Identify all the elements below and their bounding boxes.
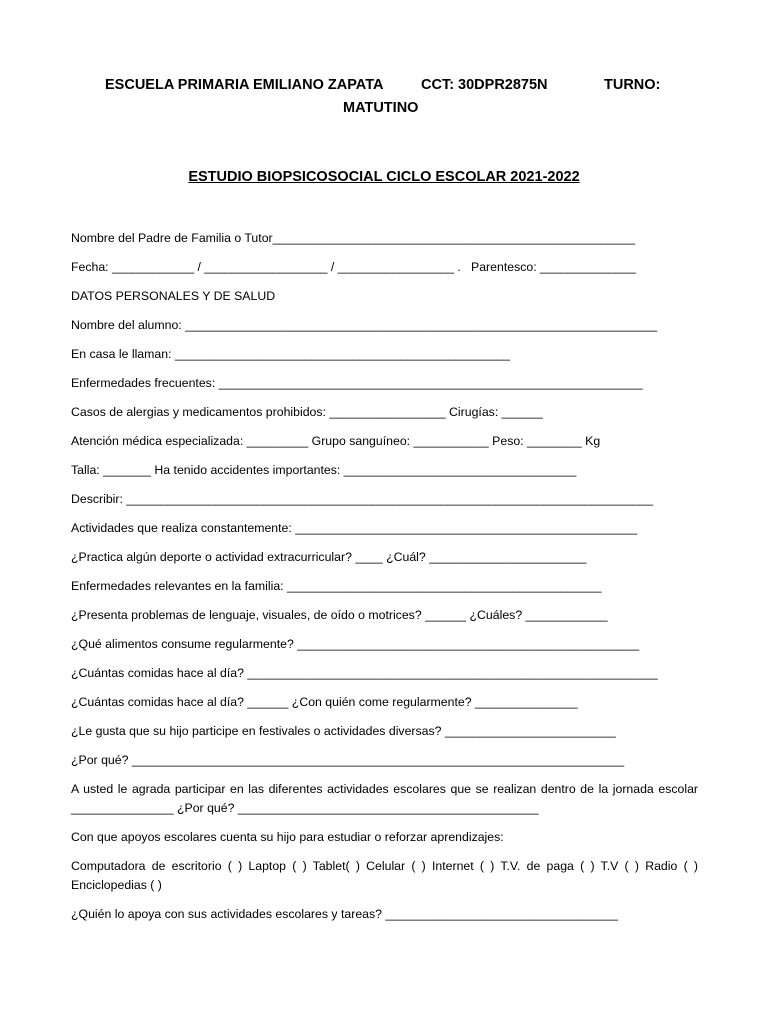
section-heading-personal-health: DATOS PERSONALES Y DE SALUD — [71, 289, 276, 303]
homework-helper-field[interactable]: ¿Quién lo apoya con sus actividades escolares y tareas? __________________________________ — [71, 907, 618, 921]
describe-field[interactable]: Describir: _____________________________________________________________________________ — [71, 492, 653, 506]
form-title: ESTUDIO BIOPSICOSOCIAL CICLO ESCOLAR 2021-2022 — [188, 169, 580, 185]
height-accidents-field[interactable]: Talla: _______ Ha tenido accidentes importantes: __________________________________ — [71, 463, 577, 477]
school-name: ESCUELA PRIMARIA EMILIANO ZAPATA — [105, 77, 384, 93]
turno-label: TURNO: — [604, 77, 661, 93]
school-cct: CCT: 30DPR2875N — [421, 77, 548, 93]
activities-field[interactable]: Actividades que realiza constantemente: __________________________________________________ — [71, 521, 638, 535]
support-options-checkboxes[interactable]: Computadora de escritorio ( ) Laptop ( ) Tablet( ) Celular ( ) Internet ( ) T.V. de paga ( ) T.V ( ) Radio ( ) — [71, 859, 698, 873]
nickname-field[interactable]: En casa le llaman: _________________________________________________ — [71, 347, 511, 361]
frequent-illnesses-field[interactable]: Enfermedades frecuentes: ______________________________________________________________ — [71, 376, 643, 390]
school-activities-answer-field[interactable]: _______________ ¿Por qué? ____________________________________________ — [71, 801, 539, 815]
school-activities-question: A usted le agrada participar en las diferentes actividades escolares que se realizan dentro de la jornada escolar — [71, 782, 698, 796]
turno-value: MATUTINO — [343, 100, 419, 116]
festivals-field[interactable]: ¿Le gusta que su hijo participe en festivales o actividades diversas? _________________________ — [71, 724, 616, 738]
tutor-name-field[interactable]: Nombre del Padre de Familia o Tutor_____________________________________________________ — [71, 231, 636, 245]
problems-field[interactable]: ¿Presenta problemas de lenguaje, visuales, de oído o motrices? ______ ¿Cuáles? ____________ — [71, 608, 608, 622]
encyclopedias-checkbox[interactable]: Enciclopedias ( ) — [71, 878, 162, 892]
student-name-field[interactable]: Nombre del alumno: _____________________________________________________________________ — [71, 318, 658, 332]
date-relationship-field[interactable]: Fecha: ____________ / __________________ / _________________ . Parentesco: ______________ — [71, 260, 636, 274]
foods-field[interactable]: ¿Qué alimentos consume regularmente? __________________________________________________ — [71, 637, 640, 651]
allergies-surgeries-field[interactable]: Casos de alergias y medicamentos prohibidos: _________________ Cirugías: ______ — [71, 405, 543, 419]
family-illnesses-field[interactable]: Enfermedades relevantes en la familia: ______________________________________________ — [71, 579, 602, 593]
meals-per-day-field[interactable]: ¿Cuántas comidas hace al día? ____________________________________________________________ — [71, 666, 658, 680]
sports-field[interactable]: ¿Practica algún deporte o actividad extracurricular? ____ ¿Cuál? _______________________ — [71, 550, 587, 564]
medical-blood-weight-field[interactable]: Atención médica especializada: _________ Grupo sanguíneo: ___________ Peso: ________ Kg — [71, 434, 601, 448]
meals-with-whom-field[interactable]: ¿Cuántas comidas hace al día? ______ ¿Con quién come regularmente? _______________ — [71, 695, 578, 709]
why-field[interactable]: ¿Por qué? ________________________________________________________________________ — [71, 753, 625, 767]
support-question: Con que apoyos escolares cuenta su hijo para estudiar o reforzar aprendizajes: — [71, 830, 504, 844]
